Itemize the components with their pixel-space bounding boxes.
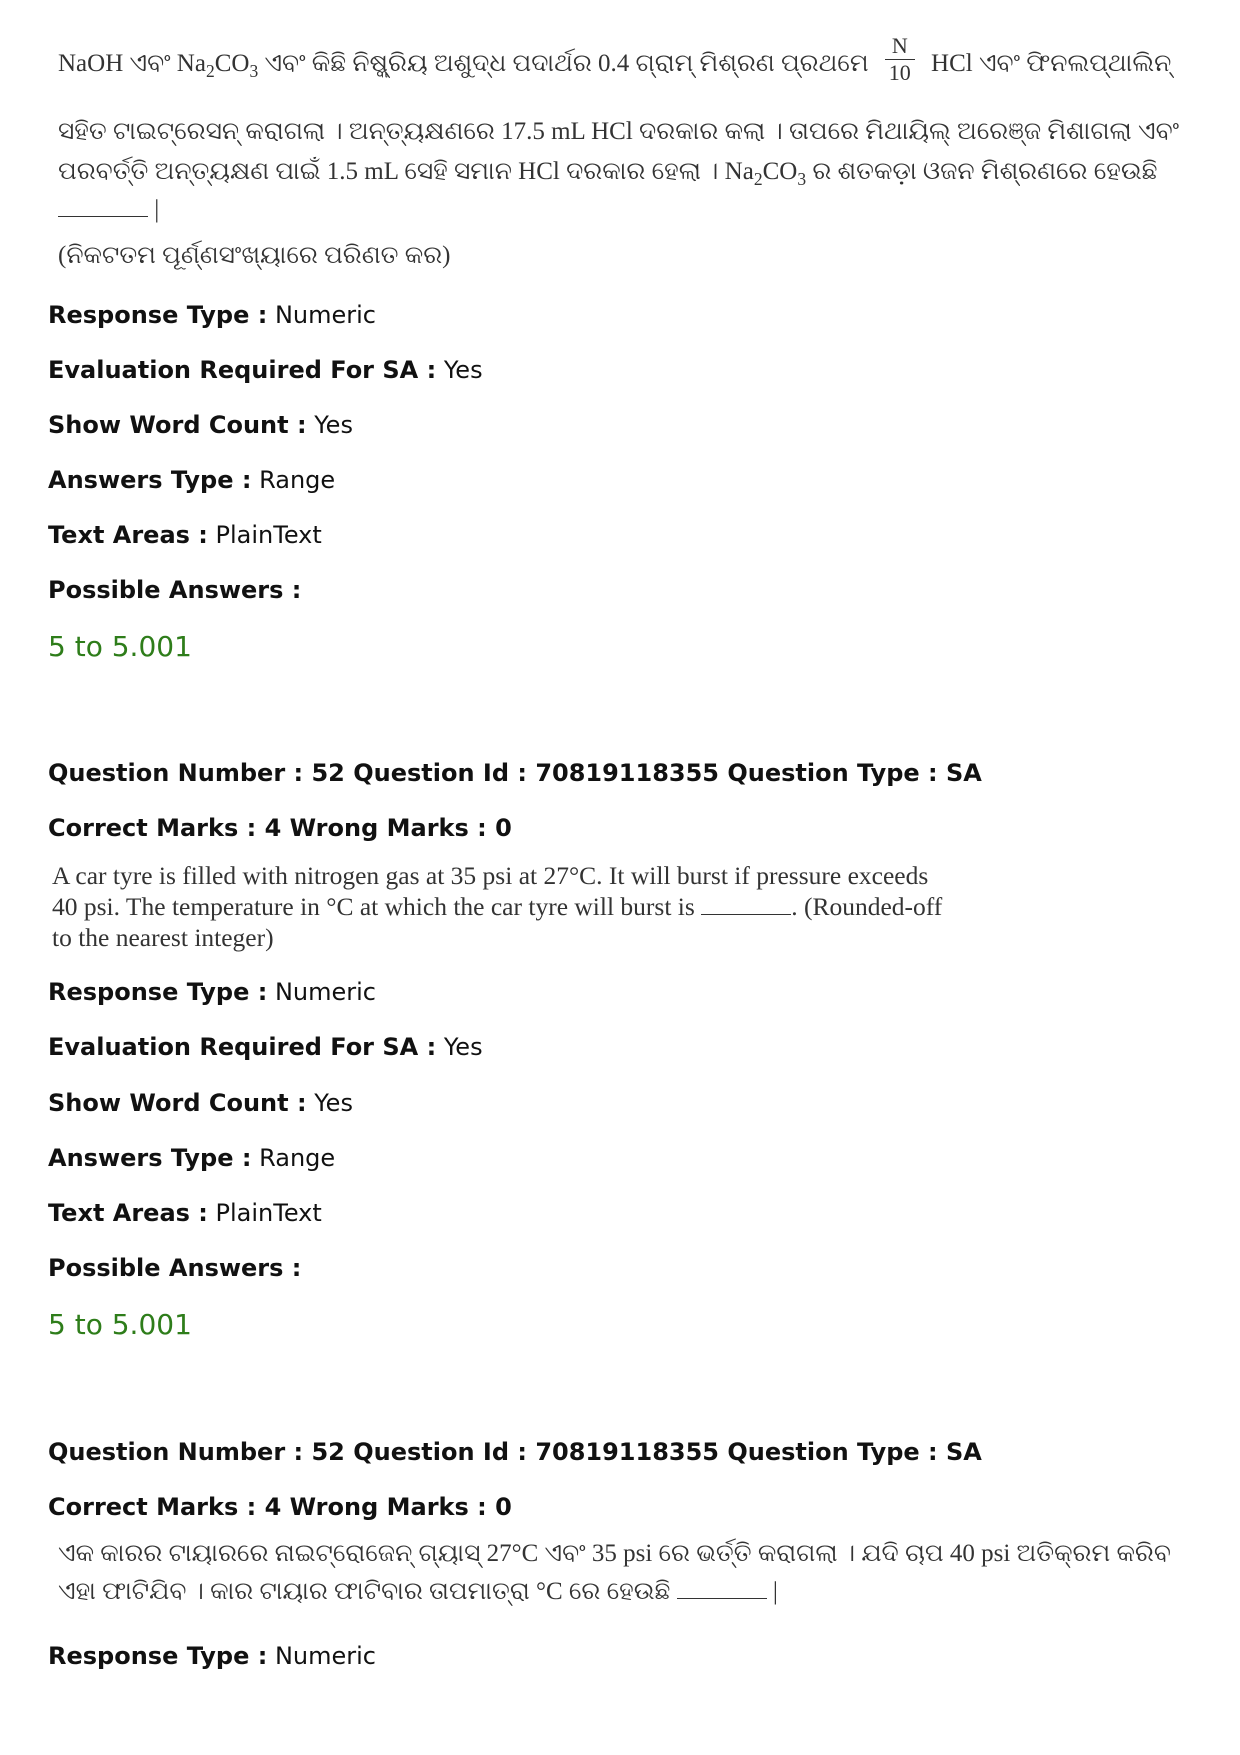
q1-text: ପରବର୍ତ୍ତି ଅନ୍ତ୍ୟକ୍ଷଣ ପାଇଁ 1.5 mL ସେହି ସମାନ HCl ଦରକାର ହେଲା । Na <box>58 158 754 185</box>
evaluation-row <box>48 1032 483 1062</box>
q1-line-5: (ନିକଟତମ ପୂର୍ଣ୍ଣସଂଖ୍ୟାରେ ପରିଣତ କର) <box>58 242 451 269</box>
evaluation-row <box>48 355 483 385</box>
response-type-row <box>48 300 376 330</box>
word-count-row <box>48 410 353 440</box>
q3-line-1: ଏକ କାରର ଟାୟାରରେ ନାଇଟ୍ରୋଜେନ୍ ଗ୍ୟାସ୍ 27°C ଏବଂ 35 psi ରେ ଭର୍ତ୍ତି କରାଗଲା । ଯଦି ଚାପ 40 psi ଅତିକ୍ରମ କରିବ <box>58 1540 1171 1567</box>
question-marks: Correct Marks : 4 Wrong Marks : 0 <box>48 814 512 842</box>
field-label: Show Word Count : <box>48 1089 307 1117</box>
field-value: Numeric <box>274 978 376 1006</box>
q1-line-3 <box>58 152 1158 199</box>
subscript: 3 <box>249 61 259 81</box>
answers-type-row <box>48 465 335 495</box>
field-label: Possible Answers : <box>48 576 302 604</box>
possible-answers-label <box>48 1253 301 1283</box>
question-header: Question Number : 52 Question Id : 70819118355 Question Type : SA <box>48 759 982 787</box>
question-text-part: | <box>772 1578 778 1605</box>
answer-blank <box>58 196 148 217</box>
text-areas-row <box>48 1198 322 1228</box>
field-value: Yes <box>314 411 353 439</box>
field-label: Possible Answers : <box>48 1254 302 1282</box>
field-value: PlainText <box>215 521 322 549</box>
field-value: Yes <box>314 1089 353 1117</box>
fraction <box>885 33 915 86</box>
fraction-numerator: N <box>885 33 915 60</box>
field-value: Range <box>259 1144 336 1172</box>
response-type-row <box>48 1641 376 1671</box>
field-value: Yes <box>443 1033 483 1061</box>
q1-text: ର ଶତକଡ଼ା ଓଜନ ମିଶ୍ରଣରେ ହେଉଛି <box>806 158 1158 185</box>
word-count-row <box>48 1088 353 1118</box>
question-marks: Correct Marks : 4 Wrong Marks : 0 <box>48 1493 512 1521</box>
field-value: Numeric <box>274 1642 376 1670</box>
text-areas-row <box>48 520 322 550</box>
subscript: 2 <box>205 61 215 81</box>
q1-line-2: ସହିତ ଟାଇଟ୍ରେସନ୍ କରାଗଲା । ଅନ୍ତ୍ୟକ୍ଷଣରେ 17.5 mL HCl ଦରକାର କଲା । ତାପରେ ମିଥାୟିଲ୍ ଅରେଞ୍ଜ ମିଶାଗଲା ଏବଂ <box>58 118 1180 145</box>
field-value: Yes <box>443 356 483 384</box>
answers-type-row <box>48 1143 335 1173</box>
field-label: Answers Type : <box>48 1144 252 1172</box>
q1-text: ଏବଂ କିଛି ନିଷ୍କ୍ରିୟ ଅଶୁଦ୍ଧ ପଦାର୍ଥର 0.4 ଗ୍ରାମ୍ ମିଶ୍ରଣ ପ୍ରଥମେ <box>258 50 869 77</box>
question-text <box>52 860 952 953</box>
q1-line-4 <box>58 190 159 230</box>
q1-line-1 <box>58 32 1172 91</box>
q1-text: HCl ଏବଂ ଫିନଲପ୍ଥାଲିନ୍ <box>931 50 1172 77</box>
response-type-row <box>48 977 376 1007</box>
question-text-part: . (Rounded-off to the nearest integer) <box>52 892 943 952</box>
field-label: Text Areas : <box>48 521 208 549</box>
field-label: Response Type : <box>48 1642 268 1670</box>
field-value: Range <box>259 466 336 494</box>
q1-text: CO <box>214 50 250 77</box>
field-value: Numeric <box>274 301 376 329</box>
subscript: 2 <box>753 169 763 189</box>
field-label: Evaluation Required For SA : <box>48 356 437 384</box>
field-label: Show Word Count : <box>48 411 307 439</box>
field-label: Answers Type : <box>48 466 252 494</box>
question-text-part: ଏହା ଫାଟିଯିବ । କାର ଟାୟାର ଫାଟିବାର ତାପମାତ୍ରା °C ରେ ହେଉଛି <box>58 1578 671 1605</box>
answer-blank <box>701 894 791 915</box>
field-label: Response Type : <box>48 978 268 1006</box>
q1-text: | <box>154 196 160 223</box>
q1-text: NaOH ଏବଂ Na <box>58 50 206 77</box>
possible-answer-value: 5 to 5.001 <box>48 630 192 663</box>
possible-answers-label <box>48 575 301 605</box>
field-label: Response Type : <box>48 301 268 329</box>
possible-answer-value: 5 to 5.001 <box>48 1308 192 1341</box>
field-value: PlainText <box>215 1199 322 1227</box>
q3-line-2 <box>58 1572 778 1612</box>
fraction-denominator: 10 <box>888 59 911 85</box>
field-label: Text Areas : <box>48 1199 208 1227</box>
q1-text: CO <box>762 158 798 185</box>
subscript: 3 <box>797 169 807 189</box>
answer-blank <box>677 1578 767 1599</box>
question-header: Question Number : 52 Question Id : 70819118355 Question Type : SA <box>48 1438 982 1466</box>
question-text-part: A car tyre is filled with nitrogen gas at 35 psi at 27°C. It will burst if pressure exceeds 40 psi. The temperature in °C at which the car tyre will burst is <box>52 861 929 921</box>
field-label: Evaluation Required For SA : <box>48 1033 437 1061</box>
